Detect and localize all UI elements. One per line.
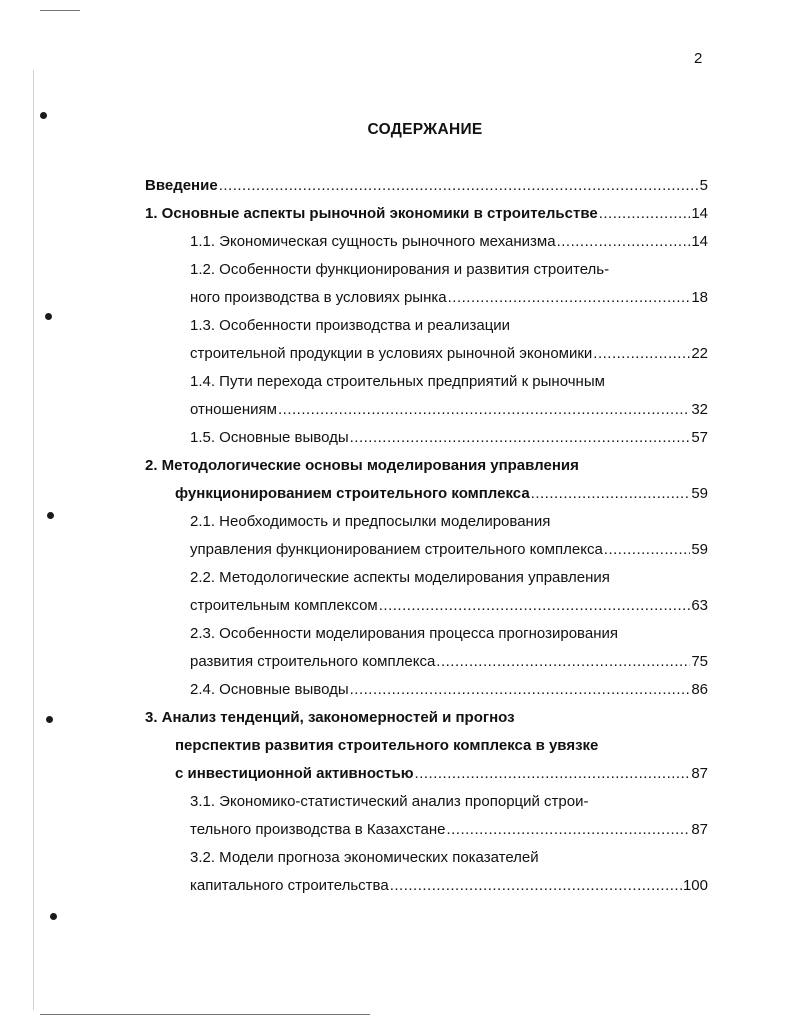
toc-entry-title: 1.3. Особенности производства и реализации [190, 317, 511, 334]
binder-hole-mark [47, 512, 54, 519]
toc-entry-page: 59 [691, 485, 708, 502]
toc-entry-1-2-line2[interactable] [190, 288, 708, 308]
toc-entry-page: 59 [691, 541, 708, 558]
toc-entry-title: 2. Методологические основы моделирования управления [145, 457, 579, 474]
toc-leader-dots [604, 540, 691, 560]
toc-leader-dots [446, 820, 690, 840]
page-title: СОДЕРЖАНИЕ [367, 121, 483, 138]
toc-entry-title: с инвестиционной активностью [175, 765, 414, 782]
binder-hole-mark [40, 112, 47, 119]
toc-entry-page: 87 [691, 765, 708, 782]
toc-entry-title: 1.2. Особенности функционирования и развития строитель- [190, 261, 610, 278]
toc-entry-2-2-line1[interactable] [190, 568, 708, 588]
toc-entry-title: тельного производства в Казахстане [190, 821, 446, 838]
toc-entry-page: 22 [691, 345, 708, 362]
toc-leader-dots [350, 680, 691, 700]
toc-entry-title: 1.5. Основные выводы [190, 429, 349, 446]
toc-entry-page: 14 [691, 233, 708, 250]
toc-entry-title: Введение [145, 177, 218, 194]
toc-leader-dots [448, 288, 691, 308]
binder-hole-mark [45, 313, 52, 320]
toc-entry-2-3-line2[interactable] [190, 652, 708, 672]
toc-entry-title: развития строительного комплекса [190, 653, 436, 670]
toc-entry-2-2-line2[interactable] [190, 596, 708, 616]
toc-entry-chapter-2-line2[interactable] [175, 484, 708, 504]
toc-leader-dots [436, 652, 690, 672]
toc-entry-title: строительным комплексом [190, 597, 378, 614]
toc-entry-3-2-line1[interactable] [190, 848, 708, 868]
toc-entry-page: 63 [691, 597, 708, 614]
toc-entry-title: 2.2. Методологические аспекты моделирования управления [190, 569, 610, 586]
toc-entry-title: 1. Основные аспекты рыночной экономики в строительстве [145, 205, 598, 222]
toc-entry-chapter-1[interactable] [145, 204, 708, 224]
toc-leader-dots [350, 428, 691, 448]
toc-entry-title: 3.2. Модели прогноза экономических показателей [190, 849, 539, 866]
toc-entry-page: 75 [691, 653, 708, 670]
toc-entry-title: капитального строительства [190, 877, 389, 894]
toc-entry-page: 86 [691, 681, 708, 698]
toc-entry-chapter-3-line1[interactable] [145, 708, 708, 728]
toc-entry-chapter-2-line1[interactable] [145, 456, 708, 476]
toc-leader-dots [557, 232, 691, 252]
toc-leader-dots [593, 344, 690, 364]
toc-entry-page: 14 [691, 205, 708, 222]
toc-entry-page: 100 [682, 877, 708, 894]
scan-edge-bottom [40, 1014, 370, 1015]
toc-entry-page: 87 [691, 821, 708, 838]
toc-entry-title: 2.4. Основные выводы [190, 681, 349, 698]
toc-entry-title: строительной продукции в условиях рыночной экономики [190, 345, 593, 362]
toc-entry-1-1[interactable] [190, 232, 708, 252]
toc-entry-1-4-line1[interactable] [190, 372, 708, 392]
toc-leader-dots [531, 484, 691, 504]
toc-entry-2-4[interactable] [190, 680, 708, 700]
toc-entry-title: 2.3. Особенности моделирования процесса прогнозирования [190, 625, 618, 642]
toc-entry-2-3-line1[interactable] [190, 624, 708, 644]
toc-leader-dots [599, 204, 691, 224]
toc-entry-page: 5 [699, 177, 708, 194]
scan-edge-top [40, 10, 80, 11]
toc-entry-2-1-line1[interactable] [190, 512, 708, 532]
toc-entry-2-1-line2[interactable] [190, 540, 708, 560]
toc-entry-page: 57 [691, 429, 708, 446]
toc-entry-1-4-line2[interactable] [190, 400, 708, 420]
toc-leader-dots [219, 176, 699, 196]
toc-entry-title: отношениям [190, 401, 277, 418]
toc-entry-title: 2.1. Необходимость и предпосылки моделирования [190, 513, 551, 530]
toc-entry-1-3-line2[interactable] [190, 344, 708, 364]
binder-hole-mark [50, 913, 57, 920]
toc-entry-title: перспектив развития строительного комплекса в увязке [175, 737, 599, 754]
toc-entry-title: 1.1. Экономическая сущность рыночного механизма [190, 233, 556, 250]
toc-entry-page: 18 [691, 289, 708, 306]
toc-entry-title: 3. Анализ тенденций, закономерностей и прогноз [145, 709, 515, 726]
toc-entry-title: 3.1. Экономико-статистический анализ пропорций строи- [190, 793, 589, 810]
toc-entry-3-1-line2[interactable] [190, 820, 708, 840]
toc-entry-3-2-line2[interactable] [190, 876, 708, 896]
toc-leader-dots [379, 596, 691, 616]
toc-entry-title: 1.4. Пути перехода строительных предприятий к рыночным [190, 373, 605, 390]
toc-entry-title: функционированием строительного комплекса [175, 485, 530, 502]
toc-leader-dots [415, 764, 691, 784]
toc-entry-title: управления функционированием строительного комплекса [190, 541, 603, 558]
toc-entry-3-1-line1[interactable] [190, 792, 708, 812]
page-number: 2 [694, 50, 703, 67]
toc-entry-chapter-3-line3[interactable] [175, 764, 708, 784]
toc-entry-chapter-3-line2[interactable] [175, 736, 708, 756]
scan-edge-left [33, 70, 34, 1010]
toc-entry-page: 32 [691, 401, 708, 418]
toc-leader-dots [278, 400, 690, 420]
toc-entry-title: ного производства в условиях рынка [190, 289, 447, 306]
toc-leader-dots [390, 876, 682, 896]
toc-entry-1-2-line1[interactable] [190, 260, 708, 280]
toc-entry-1-3-line1[interactable] [190, 316, 708, 336]
toc-entry-intro[interactable] [145, 176, 708, 196]
toc-entry-1-5[interactable] [190, 428, 708, 448]
binder-hole-mark [46, 716, 53, 723]
